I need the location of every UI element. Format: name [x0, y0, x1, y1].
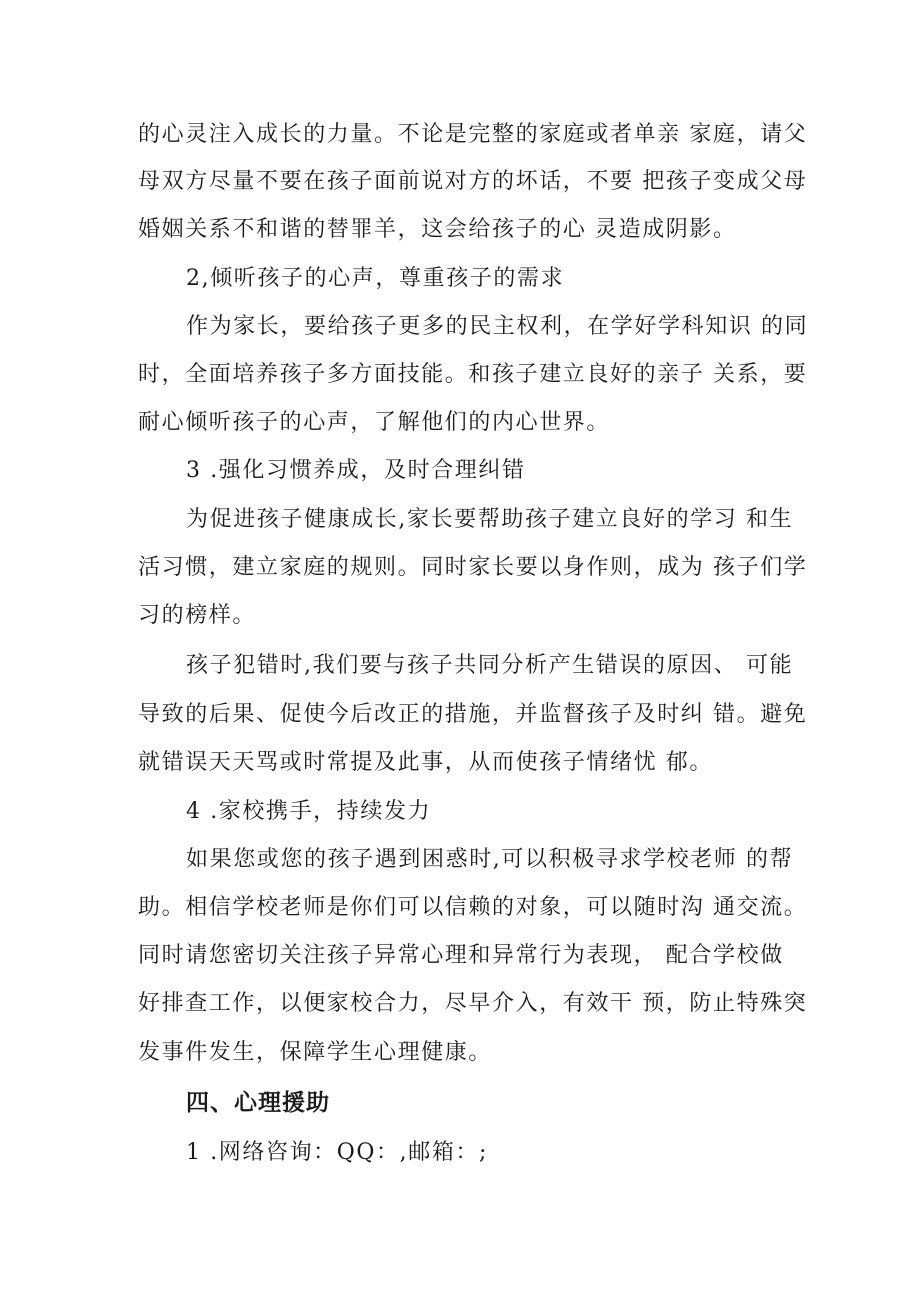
item-4-title: 4 .家校携手，持续发力 [186, 799, 432, 824]
item-3-title: 3 .强化习惯养成，及时合理纠错 [186, 458, 526, 483]
paragraph-line: 好排查工作，以便家校合力，尽早介入，有效干 预，防止特殊突 [138, 991, 808, 1016]
paragraph-line: 就错误天天骂或时常提及此事，从而使孩子情绪忧 郁。 [138, 750, 713, 775]
paragraph-line: 导致的后果、促使今后改正的措施，并监督孩子及时纠 错。避免 [138, 702, 808, 727]
paragraph-line: 母双方尽量不要在孩子面前说对方的坏话，不要 把孩子变成父母 [138, 169, 808, 194]
paragraph-line: 如果您或您的孩子遇到困惑时,可以积极寻求学校老师 的帮 [186, 847, 794, 872]
paragraph-line: 作为家长，要给孩子更多的民主权利，在学好学科知识 的同 [186, 314, 809, 339]
paragraph-line: 活习惯，建立家庭的规则。同时家长要以身作则，成为 孩子们学 [138, 555, 808, 580]
item-2-title: 2,倾听孩子的心声，尊重孩子的需求 [186, 266, 565, 291]
contact-line: 1 .网络咨询：QQ：,邮箱：; [186, 1140, 489, 1165]
paragraph-line: 为促进孩子健康成长,家长要帮助孩子建立良好的学习 和生 [186, 507, 794, 532]
paragraph-line: 孩子犯错时,我们要与孩子共同分析产生错误的原因、 可能 [186, 653, 794, 678]
paragraph-line: 助。相信学校老师是你们可以信赖的对象，可以随时沟 通交流。 [138, 895, 808, 920]
paragraph-line: 同时请您密切关注孩子异常心理和异常行为表现， 配合学校做 [138, 943, 784, 968]
paragraph-line: 的心灵注入成长的力量。不论是完整的家庭或者单亲 家庭，请父 [138, 122, 808, 147]
paragraph-line: 习的榜样。 [138, 603, 257, 628]
section-heading: 四、心理援助 [186, 1090, 330, 1116]
paragraph-line: 婚姻关系不和谐的替罪羊，这会给孩子的心 灵造成阴影。 [138, 217, 737, 242]
paragraph-line: 发事件发生，保障学生心理健康。 [138, 1040, 493, 1065]
paragraph-line: 耐心倾听孩子的心声，了解他们的内心世界。 [138, 410, 611, 435]
paragraph-line: 时，全面培养孩子多方面技能。和孩子建立良好的亲子 关系，要 [138, 362, 808, 387]
